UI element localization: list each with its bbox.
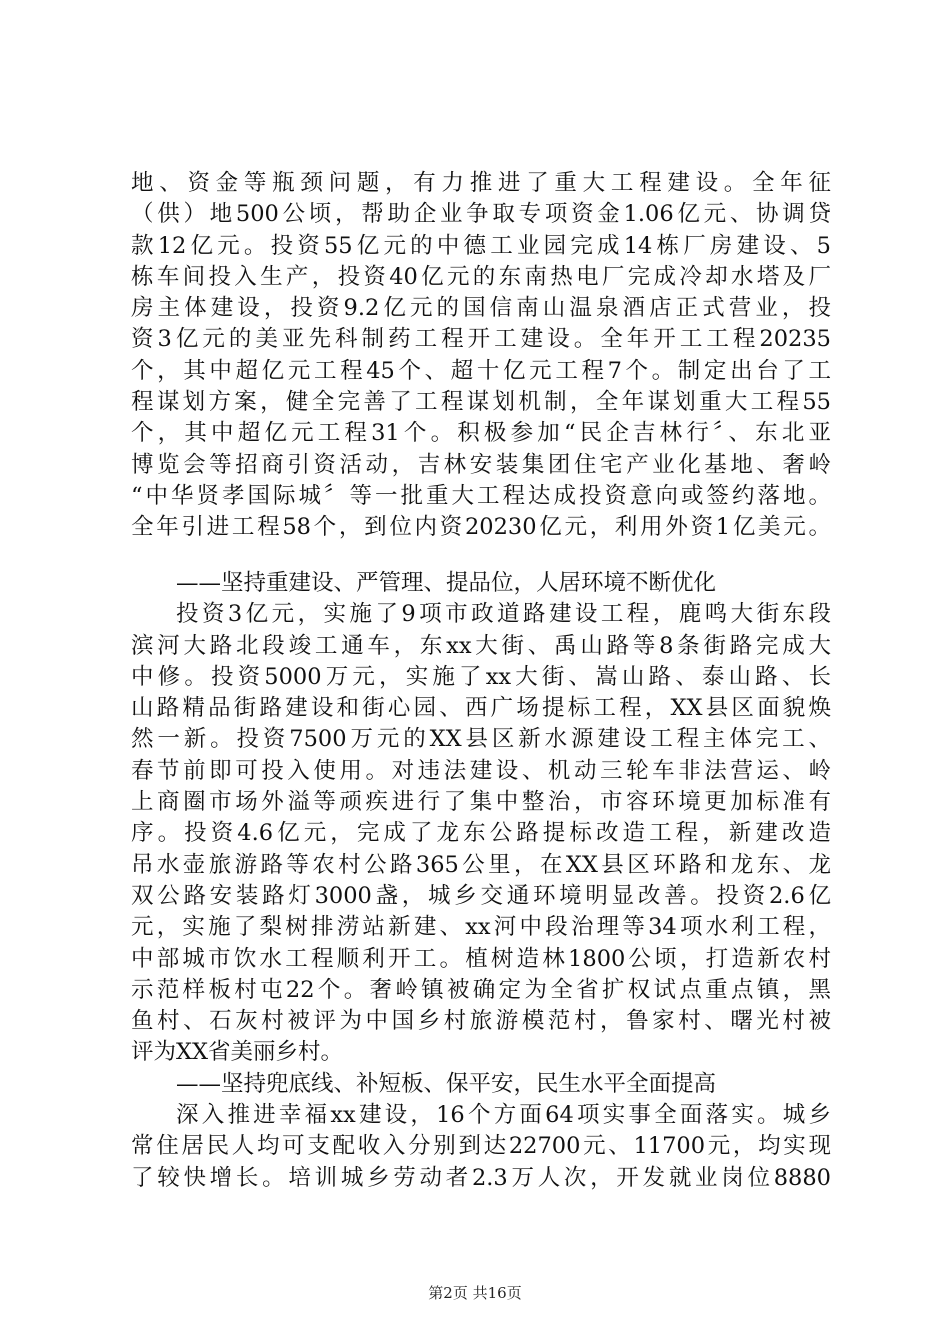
text-line: 滨河大路北段竣工通车，东xx大街、禹山路等8条街路完成大 bbox=[131, 632, 831, 659]
text-line: 鱼村、石灰村被评为中国乡村旅游模范村，鲁家村、曙光村被 bbox=[131, 1008, 831, 1035]
text-line: 双公路安装路灯3000盏，城乡交通环境明显改善。投资2.6亿 bbox=[131, 882, 831, 909]
text-line: 常住居民人均可支配收入分别到达22700元、11700元，均实现 bbox=[131, 1133, 831, 1160]
text-line: “中华贤孝国际城〞等一批重大工程达成投资意向或签约落地。 bbox=[131, 482, 831, 509]
text-line: （供）地500公顷，帮助企业争取专项资金1.06亿元、协调贷 bbox=[131, 201, 831, 228]
text-line: 了较快增长。培训城乡劳动者2.3万人次，开发就业岗位8880 bbox=[131, 1164, 831, 1191]
text-line: 元，实施了梨树排涝站新建、xx河中段治理等34项水利工程， bbox=[131, 914, 831, 941]
paragraph-block-environment bbox=[131, 568, 831, 1194]
text-line: 中部城市饮水工程顺利开工。植树造林1800公顷，打造新农村 bbox=[131, 945, 831, 972]
section-heading: ——坚持兜底线、补短板、保平安，民生水平全面提高 bbox=[176, 1070, 717, 1097]
text-line: 房主体建设，投资9.2亿元的国信南山温泉酒店正式营业，投 bbox=[131, 295, 831, 322]
text-line: 评为XX省美丽乡村。 bbox=[131, 1039, 344, 1066]
text-line: 投资3亿元，实施了9项市政道路建设工程，鹿鸣大街东段 bbox=[176, 601, 831, 628]
text-line: 吊水壶旅游路等农村公路365公里，在XX县区环路和龙东、龙 bbox=[131, 851, 831, 878]
page-number-label: 第2页 共16页 bbox=[428, 1284, 522, 1302]
text-line: 地、资金等瓶颈问题，有力推进了重大工程建设。全年征 bbox=[131, 170, 831, 196]
text-line: 春节前即可投入使用。对违法建设、机动三轮车非法营运、岭 bbox=[131, 757, 831, 784]
text-line: 深入推进幸福xx建设，16个方面64项实事全面落实。城乡 bbox=[176, 1102, 831, 1129]
text-line: 示范样板村屯22个。奢岭镇被确定为全省扩权试点重点镇，黑 bbox=[131, 976, 831, 1003]
text-line: 栋车间投入生产，投资40亿元的东南热电厂完成冷却水塔及厂 bbox=[131, 263, 831, 290]
text-line: 款12亿元。投资55亿元的中德工业园完成14栋厂房建设、5 bbox=[131, 232, 831, 259]
text-line: 中修。投资5000万元，实施了xx大街、嵩山路、泰山路、长 bbox=[131, 663, 831, 690]
text-line: 个，其中超亿元工程31个。积极参加“民企吉林行〞、东北亚 bbox=[131, 420, 831, 447]
section-heading: ——坚持重建设、严管理、提品位，人居环境不断优化 bbox=[176, 570, 717, 596]
text-line: 然一新。投资7500万元的XX县区新水源建设工程主体完工、 bbox=[131, 726, 831, 753]
page-footer bbox=[0, 1282, 950, 1303]
text-line: 程谋划方案，健全完善了工程谋划机制，全年谋划重大工程55 bbox=[131, 389, 831, 416]
text-line: 全年引进工程58个，到位内资20230亿元，利用外资1亿美元。 bbox=[131, 514, 831, 541]
text-line: 序。投资4.6亿元，完成了龙东公路提标改造工程，新建改造 bbox=[131, 820, 831, 847]
text-line: 博览会等招商引资活动，吉林安装集团住宅产业化基地、奢岭 bbox=[131, 451, 831, 478]
text-line: 上商圈市场外溢等顽疾进行了集中整治，市容环境更加标准有 bbox=[131, 789, 831, 816]
text-line: 资3亿元的美亚先科制药工程开工建设。全年开工工程20235 bbox=[131, 326, 831, 353]
text-line: 山路精品街路建设和街心园、西广场提标工程，XX县区面貌焕 bbox=[131, 695, 831, 722]
text-line: 个，其中超亿元工程45个、超十亿元工程7个。制定出台了工 bbox=[131, 357, 831, 384]
paragraph-block-projects bbox=[131, 168, 831, 544]
